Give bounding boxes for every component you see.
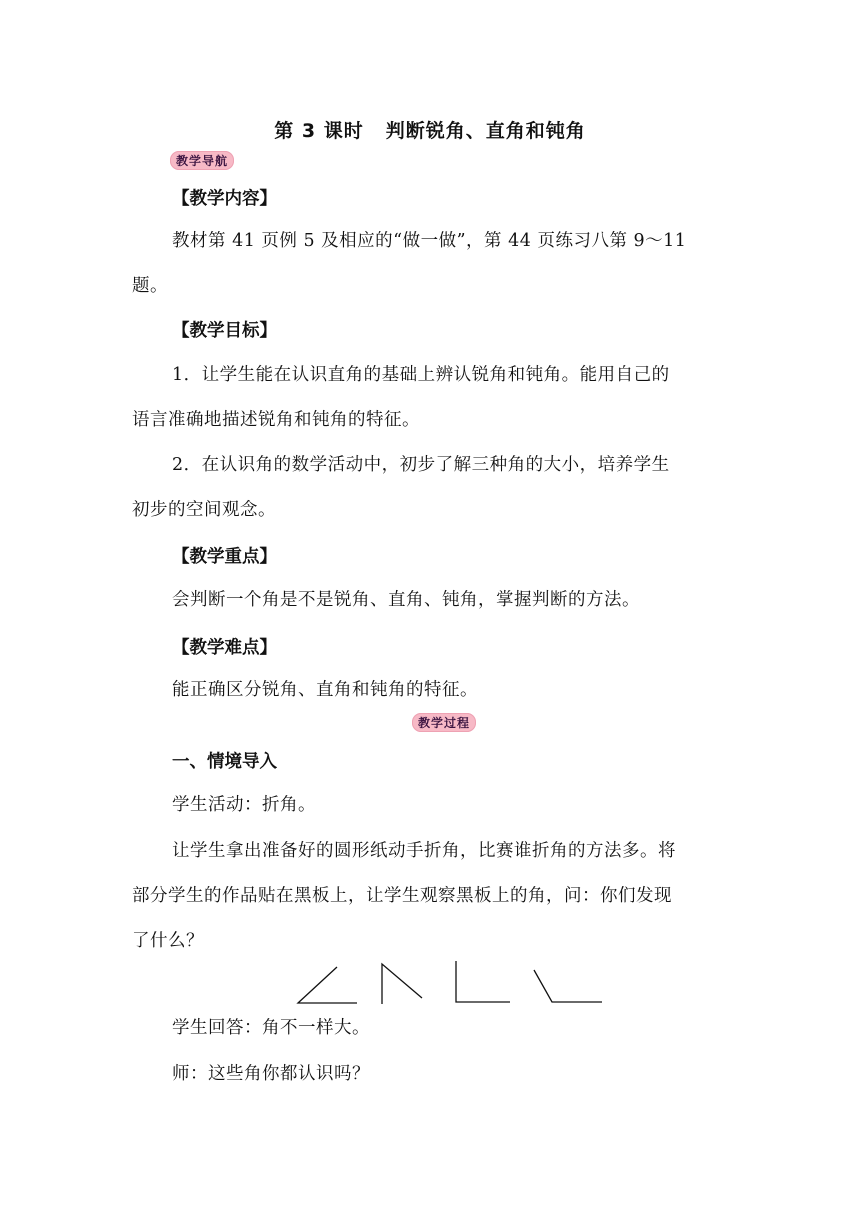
content-line: 教材第 41 页例 5 及相应的“做一做”，第 44 页练习八第 9～11 [172, 231, 687, 251]
goal-1 [132, 353, 732, 443]
right-angle [456, 961, 510, 1002]
goal-line: 语言准确地描述锐角和钝角的特征。 [132, 410, 420, 430]
content-heading: 【教学内容】 [172, 189, 277, 209]
teaching-process-badge: 教学过程 [412, 713, 476, 732]
description-line: 部分学生的作品贴在黑板上，让学生观察黑板上的角，问：你们发现 [132, 886, 672, 906]
content-line: 题。 [132, 276, 168, 296]
key-points-heading: 【教学重点】 [172, 547, 277, 567]
teacher-question: 师：这些角你都认识吗？ [172, 1064, 370, 1084]
teaching-guide-badge: 教学导航 [170, 151, 234, 170]
section-heading: 一、情境导入 [172, 752, 277, 772]
page-title [0, 116, 860, 143]
student-answer: 学生回答：角不一样大。 [172, 1018, 370, 1038]
obtuse-angle [534, 970, 602, 1002]
acute-angle [298, 967, 357, 1003]
content-paragraph [132, 219, 732, 309]
difficulties-text: 能正确区分锐角、直角和钝角的特征。 [172, 680, 478, 700]
angle-figures [290, 958, 610, 1010]
goal-2 [132, 443, 732, 533]
activity-description [132, 829, 732, 964]
goal-line: 2．在认识角的数学活动中，初步了解三种角的大小，培养学生 [172, 455, 670, 475]
goal-line: 初步的空间观念。 [132, 500, 276, 520]
goal-line: 1．让学生能在认识直角的基础上辨认锐角和钝角。能用自己的 [172, 365, 670, 385]
goals-heading: 【教学目标】 [172, 321, 277, 341]
description-line: 了什么？ [132, 931, 204, 951]
lesson-number: 第 3 课时 [274, 120, 364, 142]
key-points-text: 会判断一个角是不是锐角、直角、钝角，掌握判断的方法。 [172, 590, 640, 610]
difficulties-heading: 【教学难点】 [172, 638, 277, 658]
acute-angle-downward [382, 964, 422, 1004]
activity-text: 学生活动：折角。 [172, 795, 316, 815]
description-line: 让学生拿出准备好的圆形纸动手折角，比赛谁折角的方法多。将 [172, 841, 676, 861]
lesson-topic: 判断锐角、直角和钝角 [385, 120, 586, 142]
